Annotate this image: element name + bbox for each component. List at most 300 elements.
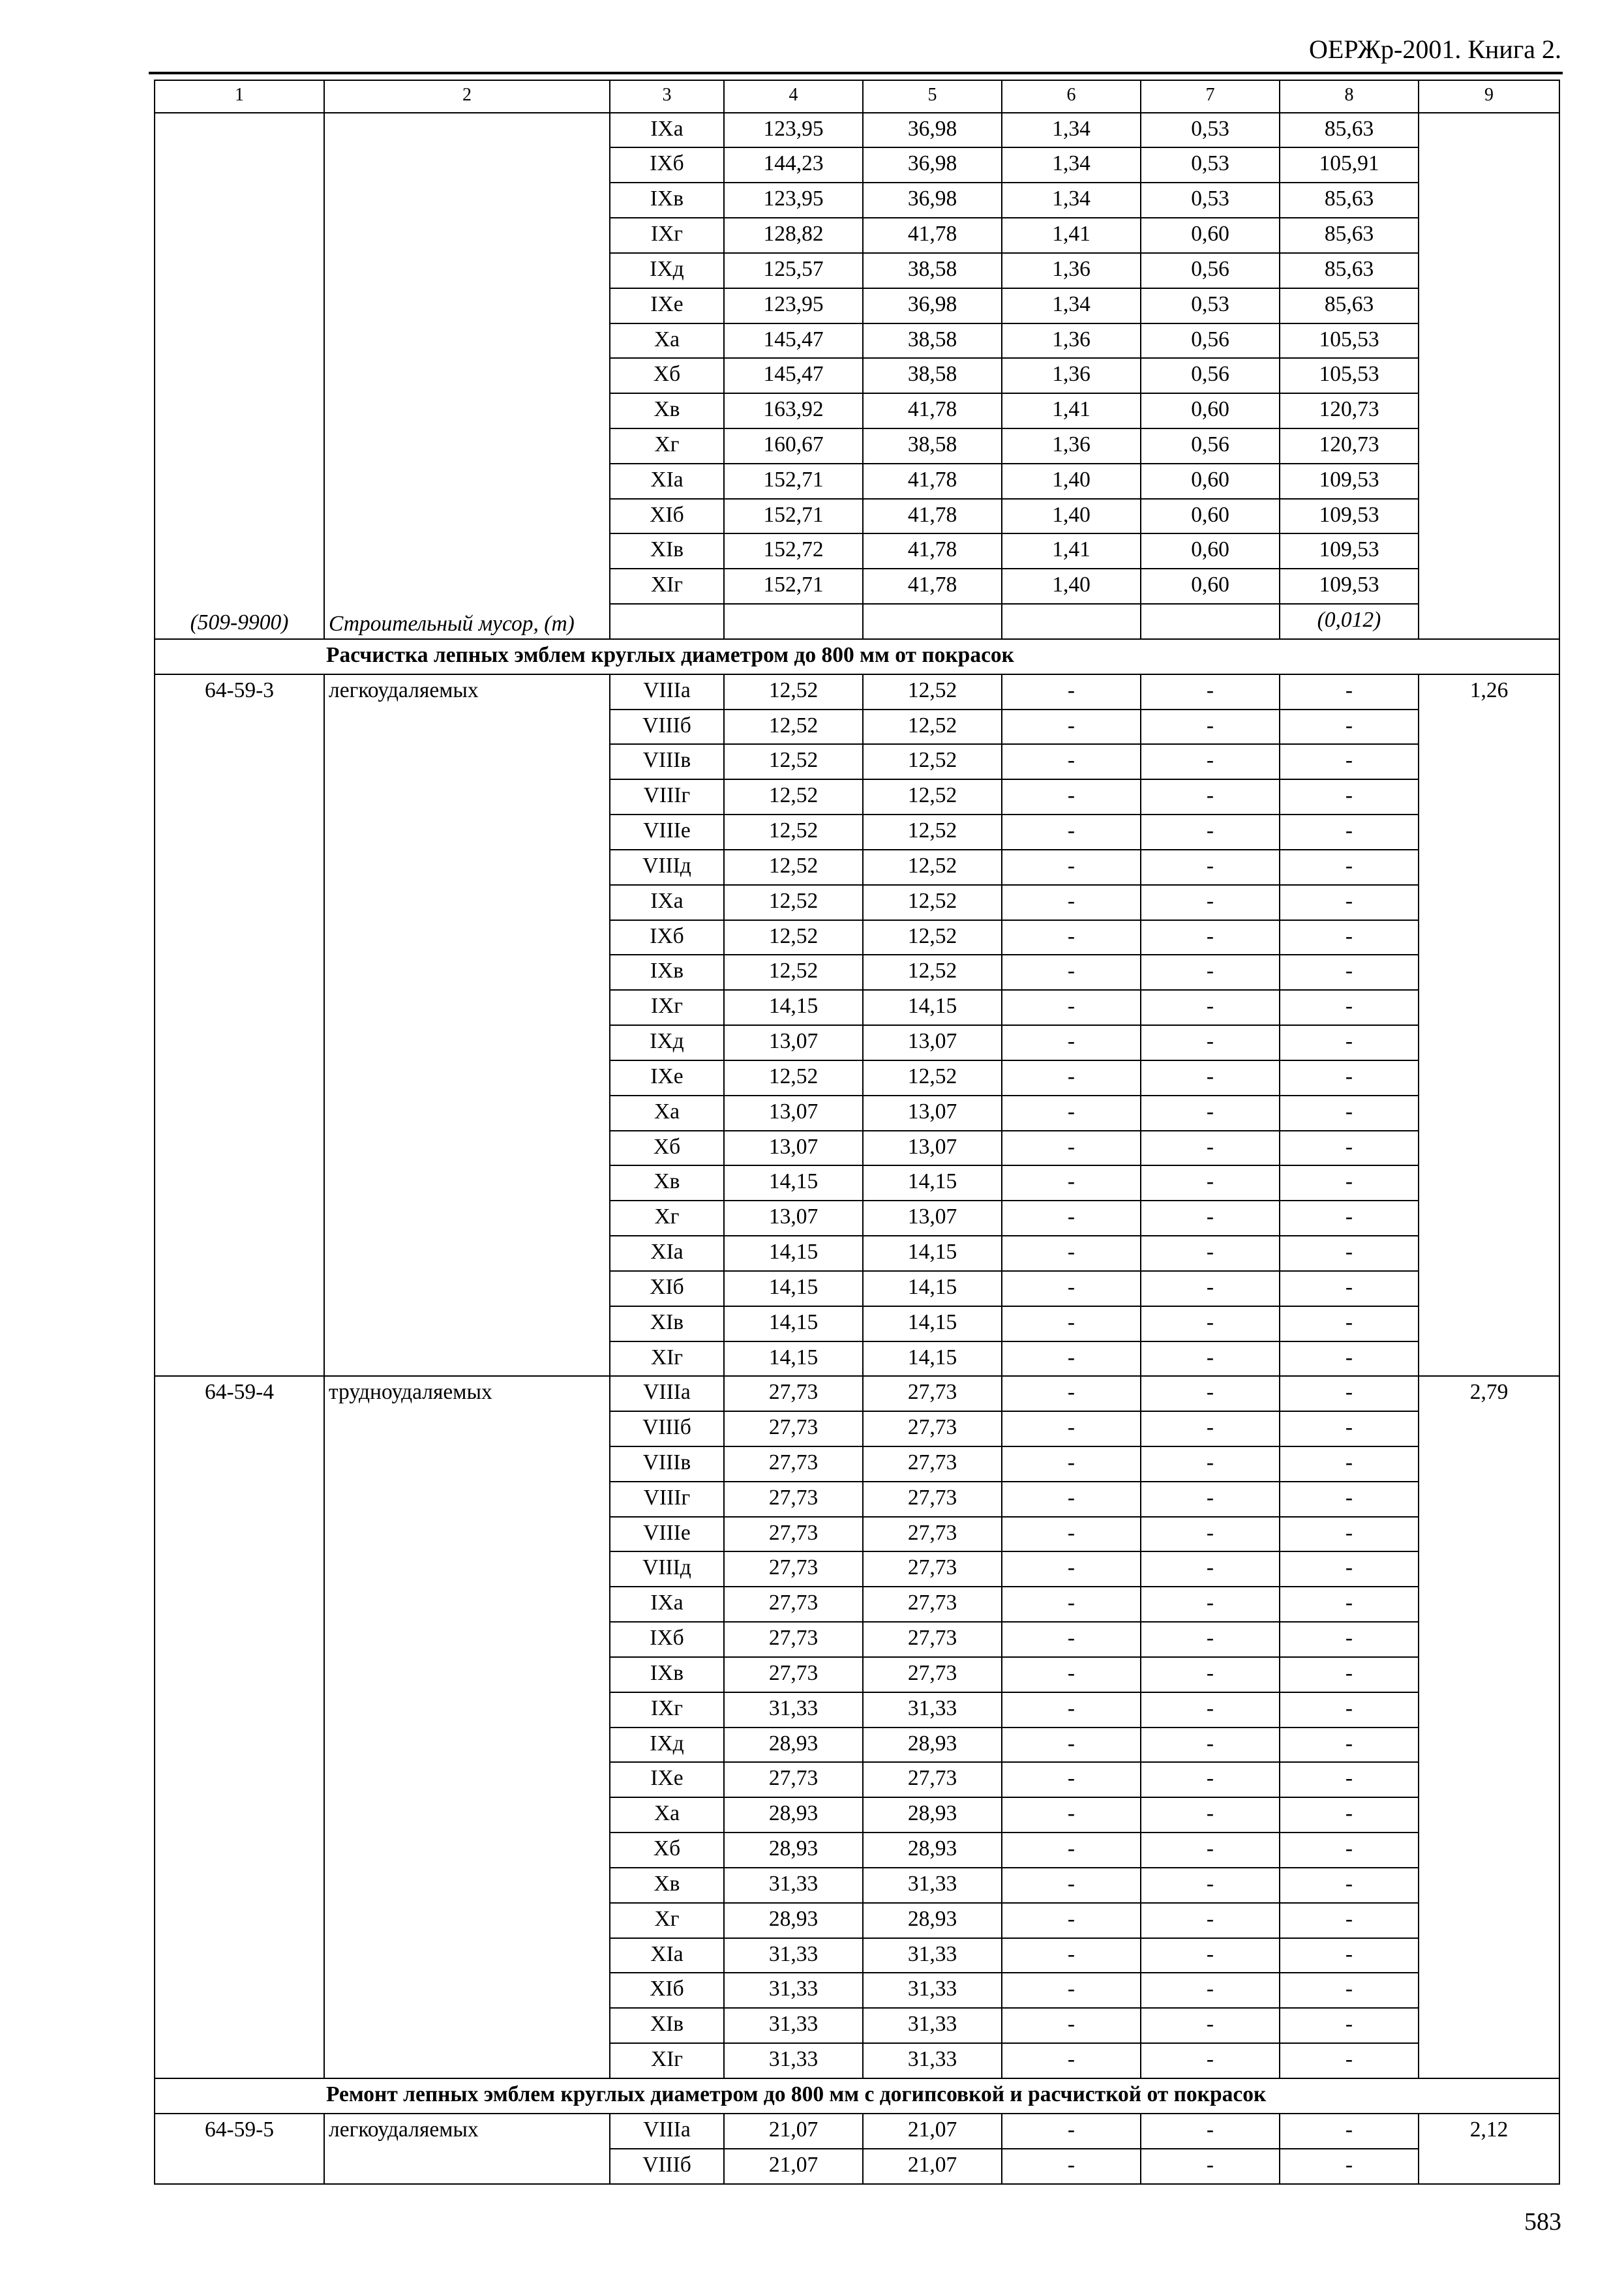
data-cell: VIIIг: [610, 779, 724, 815]
data-cell: 12,52: [724, 744, 863, 779]
data-cell: 0,60: [1141, 499, 1280, 534]
data-cell: -: [1280, 1903, 1419, 1938]
empty-cell: [724, 604, 863, 639]
data-cell: -: [1280, 2149, 1419, 2184]
data-cell: -: [1002, 1306, 1141, 1341]
data-cell: 0,53: [1141, 113, 1280, 148]
data-cell: 123,95: [724, 113, 863, 148]
data-cell: VIIIа: [610, 1376, 724, 1411]
data-cell: 1,34: [1002, 288, 1141, 323]
data-cell: VIIIд: [610, 850, 724, 885]
data-cell: 27,73: [724, 1446, 863, 1482]
data-cell: -: [1002, 1833, 1141, 1868]
data-cell: -: [1280, 1201, 1419, 1236]
empty-cell: [863, 604, 1002, 639]
data-cell: -: [1280, 1728, 1419, 1763]
data-cell: IXа: [610, 1587, 724, 1622]
data-cell: -: [1280, 674, 1419, 710]
data-cell: IXг: [610, 218, 724, 253]
norms-table: [154, 80, 1560, 2185]
data-cell: XIа: [610, 1938, 724, 1973]
data-cell: 152,71: [724, 499, 863, 534]
data-cell: 14,15: [724, 1165, 863, 1201]
section-title-row: [155, 639, 1559, 674]
data-cell: 41,78: [863, 569, 1002, 604]
data-cell: 85,63: [1280, 183, 1419, 218]
data-cell: -: [1141, 1973, 1280, 2008]
data-cell: 1,36: [1002, 428, 1141, 464]
data-cell: IXв: [610, 1657, 724, 1692]
data-cell: -: [1280, 710, 1419, 745]
data-cell: -: [1280, 1938, 1419, 1973]
data-cell: 21,07: [863, 2149, 1002, 2184]
col9-cell: [1419, 113, 1559, 639]
data-cell: 109,53: [1280, 569, 1419, 604]
data-cell: -: [1002, 779, 1141, 815]
data-cell: -: [1002, 2043, 1141, 2078]
data-cell: 28,93: [724, 1903, 863, 1938]
data-cell: 12,52: [863, 1060, 1002, 1096]
data-cell: 27,73: [724, 1551, 863, 1587]
data-cell: 28,93: [863, 1833, 1002, 1868]
column-number-row: [155, 80, 1559, 113]
data-cell: 1,36: [1002, 323, 1141, 359]
data-cell: -: [1141, 1201, 1280, 1236]
data-cell: -: [1280, 1060, 1419, 1096]
data-cell: -: [1141, 1060, 1280, 1096]
data-cell: -: [1141, 1096, 1280, 1131]
data-cell: 27,73: [863, 1517, 1002, 1552]
data-cell: -: [1002, 1692, 1141, 1728]
data-cell: 27,73: [863, 1762, 1002, 1797]
data-cell: IXд: [610, 253, 724, 288]
data-cell: -: [1280, 1482, 1419, 1517]
data-cell: 41,78: [863, 393, 1002, 428]
data-cell: 0,53: [1141, 288, 1280, 323]
data-cell: 1,41: [1002, 218, 1141, 253]
data-cell: 28,93: [863, 1728, 1002, 1763]
data-cell: -: [1280, 1657, 1419, 1692]
data-cell: IXд: [610, 1728, 724, 1763]
norms-table-body: [155, 80, 1559, 2184]
data-cell: 1,41: [1002, 533, 1141, 569]
data-cell: -: [1002, 2149, 1141, 2184]
data-cell: -: [1141, 815, 1280, 850]
data-cell: -: [1141, 1341, 1280, 1377]
data-cell: XIв: [610, 2008, 724, 2043]
data-cell: Xб: [610, 1833, 724, 1868]
waste-code-cell: (509-9900): [155, 113, 324, 639]
data-cell: -: [1280, 1868, 1419, 1903]
data-cell: 0,60: [1141, 464, 1280, 499]
data-cell: -: [1280, 1376, 1419, 1411]
data-cell: 13,07: [724, 1096, 863, 1131]
data-cell: 85,63: [1280, 288, 1419, 323]
data-cell: 1,36: [1002, 358, 1141, 393]
data-cell: 0,56: [1141, 323, 1280, 359]
data-cell: 31,33: [863, 1973, 1002, 2008]
data-cell: VIIIе: [610, 815, 724, 850]
data-cell: -: [1280, 990, 1419, 1025]
data-cell: -: [1141, 2149, 1280, 2184]
data-cell: 13,07: [863, 1096, 1002, 1131]
data-cell: 120,73: [1280, 393, 1419, 428]
data-cell: 12,52: [724, 674, 863, 710]
data-cell: 41,78: [863, 499, 1002, 534]
column-number-cell: 4: [724, 80, 863, 113]
table-row: [155, 2114, 1559, 2149]
data-cell: -: [1141, 885, 1280, 920]
data-cell: -: [1002, 1587, 1141, 1622]
work-name-cell: легкоудаляемых: [324, 2114, 610, 2184]
data-cell: -: [1280, 1692, 1419, 1728]
data-cell: -: [1141, 1868, 1280, 1903]
section-title: Расчистка лепных эмблем круглых диаметром до 800 мм от покрасок: [155, 639, 1559, 674]
data-cell: -: [1141, 920, 1280, 955]
data-cell: -: [1280, 1973, 1419, 2008]
work-name-cell: трудноудаляемых: [324, 1376, 610, 2078]
data-cell: Xв: [610, 1165, 724, 1201]
data-cell: 12,52: [724, 885, 863, 920]
data-cell: 120,73: [1280, 428, 1419, 464]
data-cell: 152,71: [724, 464, 863, 499]
data-cell: -: [1141, 1165, 1280, 1201]
data-cell: -: [1002, 1868, 1141, 1903]
data-cell: 109,53: [1280, 464, 1419, 499]
data-cell: -: [1141, 1833, 1280, 1868]
data-cell: -: [1280, 920, 1419, 955]
data-cell: -: [1002, 1271, 1141, 1306]
data-cell: IXа: [610, 885, 724, 920]
data-cell: 160,67: [724, 428, 863, 464]
data-cell: -: [1141, 1025, 1280, 1060]
data-cell: 27,73: [724, 1482, 863, 1517]
data-cell: 41,78: [863, 218, 1002, 253]
data-cell: Xб: [610, 1131, 724, 1166]
data-cell: -: [1002, 1131, 1141, 1166]
data-cell: 14,15: [863, 1236, 1002, 1271]
data-cell: 1,36: [1002, 253, 1141, 288]
data-cell: 31,33: [724, 1938, 863, 1973]
data-cell: 36,98: [863, 113, 1002, 148]
data-cell: 14,15: [724, 1306, 863, 1341]
data-cell: 0,60: [1141, 393, 1280, 428]
data-cell: 14,15: [863, 1165, 1002, 1201]
data-cell: -: [1280, 1271, 1419, 1306]
data-cell: -: [1141, 990, 1280, 1025]
data-cell: IXг: [610, 990, 724, 1025]
data-cell: 12,52: [724, 815, 863, 850]
waste-name-text: Строительный мусор, (т): [329, 611, 575, 636]
data-cell: -: [1141, 1728, 1280, 1763]
waste-name-cell: [324, 113, 610, 639]
data-cell: Xг: [610, 428, 724, 464]
data-cell: VIIIд: [610, 1551, 724, 1587]
data-cell: 36,98: [863, 288, 1002, 323]
data-cell: 27,73: [863, 1482, 1002, 1517]
data-cell: -: [1002, 1938, 1141, 1973]
data-cell: -: [1002, 2008, 1141, 2043]
data-cell: VIIIа: [610, 674, 724, 710]
data-cell: 1,34: [1002, 183, 1141, 218]
data-cell: -: [1002, 674, 1141, 710]
data-cell: -: [1002, 1201, 1141, 1236]
data-cell: 12,52: [724, 920, 863, 955]
data-cell: -: [1002, 744, 1141, 779]
data-cell: -: [1141, 1938, 1280, 1973]
column-number-cell: 9: [1419, 80, 1559, 113]
data-cell: 0,60: [1141, 533, 1280, 569]
data-cell: 27,73: [724, 1622, 863, 1657]
data-cell: 12,52: [863, 885, 1002, 920]
code-cell: 64-59-4: [155, 1376, 324, 2078]
data-cell: XIб: [610, 1973, 724, 2008]
data-cell: -: [1002, 815, 1141, 850]
data-cell: 13,07: [724, 1201, 863, 1236]
data-cell: IXв: [610, 183, 724, 218]
data-cell: XIг: [610, 1341, 724, 1377]
data-cell: 14,15: [863, 990, 1002, 1025]
data-cell: -: [1141, 955, 1280, 990]
section-title: Ремонт лепных эмблем круглых диаметром до 800 мм с догипсовкой и расчисткой от покрасок: [155, 2078, 1559, 2114]
column-number-cell: 5: [863, 80, 1002, 113]
data-cell: 109,53: [1280, 533, 1419, 569]
table-row: [155, 1376, 1559, 1411]
data-cell: Xа: [610, 323, 724, 359]
data-cell: -: [1002, 1622, 1141, 1657]
data-cell: 85,63: [1280, 253, 1419, 288]
data-cell: 1,41: [1002, 393, 1141, 428]
data-cell: -: [1002, 1096, 1141, 1131]
data-cell: -: [1002, 1973, 1141, 2008]
data-cell: -: [1002, 955, 1141, 990]
data-cell: -: [1280, 1762, 1419, 1797]
data-cell: IXв: [610, 955, 724, 990]
data-cell: 27,73: [724, 1762, 863, 1797]
data-cell: IXг: [610, 1692, 724, 1728]
data-cell: Xв: [610, 1868, 724, 1903]
data-cell: 14,15: [724, 1236, 863, 1271]
data-cell: -: [1002, 1060, 1141, 1096]
data-cell: -: [1141, 1903, 1280, 1938]
data-cell: Xа: [610, 1797, 724, 1833]
data-cell: -: [1141, 779, 1280, 815]
data-cell: -: [1002, 850, 1141, 885]
data-cell: -: [1141, 2114, 1280, 2149]
work-name-cell: легкоудаляемых: [324, 674, 610, 1377]
data-cell: 12,52: [724, 850, 863, 885]
data-cell: IXе: [610, 1060, 724, 1096]
data-cell: 14,15: [863, 1341, 1002, 1377]
data-cell: -: [1141, 744, 1280, 779]
data-cell: 27,73: [724, 1376, 863, 1411]
data-cell: 31,33: [724, 1868, 863, 1903]
data-cell: 105,53: [1280, 323, 1419, 359]
data-cell: -: [1280, 1797, 1419, 1833]
data-cell: Xг: [610, 1903, 724, 1938]
page-number: 583: [1524, 2208, 1561, 2236]
data-cell: 85,63: [1280, 218, 1419, 253]
data-cell: -: [1280, 1411, 1419, 1446]
data-cell: 152,72: [724, 533, 863, 569]
data-cell: 41,78: [863, 464, 1002, 499]
data-cell: 145,47: [724, 323, 863, 359]
data-cell: 31,33: [724, 1692, 863, 1728]
data-cell: 12,52: [724, 1060, 863, 1096]
data-cell: -: [1141, 1657, 1280, 1692]
data-cell: -: [1002, 1657, 1141, 1692]
data-cell: 12,52: [863, 815, 1002, 850]
data-cell: XIа: [610, 1236, 724, 1271]
data-cell: -: [1280, 1517, 1419, 1552]
data-cell: -: [1141, 1411, 1280, 1446]
code-cell: 64-59-3: [155, 674, 324, 1377]
data-cell: -: [1002, 1236, 1141, 1271]
data-cell: 1,40: [1002, 464, 1141, 499]
data-cell: -: [1280, 955, 1419, 990]
data-cell: 38,58: [863, 323, 1002, 359]
data-cell: -: [1280, 2043, 1419, 2078]
data-cell: IXе: [610, 288, 724, 323]
data-cell: 105,91: [1280, 147, 1419, 183]
data-cell: 123,95: [724, 288, 863, 323]
data-cell: 27,73: [863, 1587, 1002, 1622]
data-cell: 31,33: [724, 2008, 863, 2043]
data-cell: Xв: [610, 393, 724, 428]
data-cell: -: [1002, 1446, 1141, 1482]
data-cell: 31,33: [724, 1973, 863, 2008]
data-cell: 0,56: [1141, 428, 1280, 464]
data-cell: -: [1280, 2008, 1419, 2043]
data-cell: XIа: [610, 464, 724, 499]
data-cell: -: [1280, 885, 1419, 920]
data-cell: 109,53: [1280, 499, 1419, 534]
data-cell: -: [1280, 1833, 1419, 1868]
data-cell: -: [1002, 1728, 1141, 1763]
data-cell: -: [1141, 1587, 1280, 1622]
data-cell: 27,73: [863, 1657, 1002, 1692]
column-number-cell: 7: [1141, 80, 1280, 113]
data-cell: 31,33: [863, 2008, 1002, 2043]
data-cell: 144,23: [724, 147, 863, 183]
data-cell: 27,73: [724, 1657, 863, 1692]
data-cell: IXд: [610, 1025, 724, 1060]
column-number-cell: 3: [610, 80, 724, 113]
data-cell: -: [1002, 1376, 1141, 1411]
data-cell: 31,33: [863, 1938, 1002, 1973]
data-cell: 1,40: [1002, 569, 1141, 604]
data-cell: 21,07: [724, 2114, 863, 2149]
data-cell: 105,53: [1280, 358, 1419, 393]
data-cell: 27,73: [863, 1411, 1002, 1446]
data-cell: -: [1280, 1131, 1419, 1166]
data-cell: 1,40: [1002, 499, 1141, 534]
data-cell: 1,34: [1002, 147, 1141, 183]
data-cell: -: [1280, 1236, 1419, 1271]
data-cell: -: [1002, 1551, 1141, 1587]
data-cell: VIIIе: [610, 1517, 724, 1552]
data-cell: -: [1002, 885, 1141, 920]
data-cell: -: [1280, 1096, 1419, 1131]
data-cell: VIIIв: [610, 744, 724, 779]
data-cell: 31,33: [863, 1692, 1002, 1728]
data-cell: -: [1141, 1762, 1280, 1797]
data-cell: -: [1280, 1587, 1419, 1622]
data-cell: XIв: [610, 1306, 724, 1341]
data-cell: VIIIг: [610, 1482, 724, 1517]
data-cell: -: [1280, 1551, 1419, 1587]
table-row: [155, 674, 1559, 710]
data-cell: 0,53: [1141, 147, 1280, 183]
data-cell: 12,52: [724, 710, 863, 745]
data-cell: VIIIв: [610, 1446, 724, 1482]
data-cell: 31,33: [724, 2043, 863, 2078]
data-cell: 38,58: [863, 358, 1002, 393]
data-cell: -: [1002, 990, 1141, 1025]
data-cell: 123,95: [724, 183, 863, 218]
data-cell: 36,98: [863, 183, 1002, 218]
data-cell: VIIIб: [610, 1411, 724, 1446]
data-cell: -: [1141, 1376, 1280, 1411]
data-cell: IXб: [610, 920, 724, 955]
column-number-cell: 6: [1002, 80, 1141, 113]
data-cell: -: [1002, 1517, 1141, 1552]
data-cell: 28,93: [724, 1728, 863, 1763]
data-cell: VIIIб: [610, 2149, 724, 2184]
data-cell: 13,07: [863, 1131, 1002, 1166]
data-cell: 12,52: [863, 850, 1002, 885]
data-cell: -: [1280, 1622, 1419, 1657]
data-cell: -: [1141, 1306, 1280, 1341]
data-cell: 14,15: [724, 1271, 863, 1306]
data-cell: IXб: [610, 147, 724, 183]
data-cell: -: [1141, 1446, 1280, 1482]
data-cell: -: [1141, 1517, 1280, 1552]
data-cell: -: [1002, 1025, 1141, 1060]
data-cell: XIг: [610, 569, 724, 604]
data-cell: 28,93: [863, 1903, 1002, 1938]
data-cell: 27,73: [863, 1446, 1002, 1482]
data-cell: Xг: [610, 1201, 724, 1236]
data-cell: 14,15: [863, 1306, 1002, 1341]
data-cell: -: [1002, 1762, 1141, 1797]
data-cell: 21,07: [863, 2114, 1002, 2149]
column-number-cell: 8: [1280, 80, 1419, 113]
data-cell: -: [1280, 850, 1419, 885]
data-cell: 14,15: [724, 1341, 863, 1377]
data-cell: -: [1141, 1482, 1280, 1517]
data-cell: -: [1002, 1482, 1141, 1517]
data-cell: VIIIа: [610, 2114, 724, 2149]
data-cell: XIв: [610, 533, 724, 569]
data-cell: 41,78: [863, 533, 1002, 569]
data-cell: 31,33: [863, 1868, 1002, 1903]
data-cell: 27,73: [724, 1517, 863, 1552]
data-cell: VIIIб: [610, 710, 724, 745]
data-cell: -: [1141, 1236, 1280, 1271]
data-cell: -: [1141, 674, 1280, 710]
data-cell: -: [1002, 1903, 1141, 1938]
data-cell: 0,56: [1141, 253, 1280, 288]
data-cell: -: [1141, 850, 1280, 885]
col9-cell: 2,79: [1419, 1376, 1559, 2078]
data-cell: 163,92: [724, 393, 863, 428]
data-cell: 27,73: [863, 1376, 1002, 1411]
data-cell: 21,07: [724, 2149, 863, 2184]
data-cell: 152,71: [724, 569, 863, 604]
table-row: [155, 113, 1559, 148]
data-cell: -: [1141, 1271, 1280, 1306]
